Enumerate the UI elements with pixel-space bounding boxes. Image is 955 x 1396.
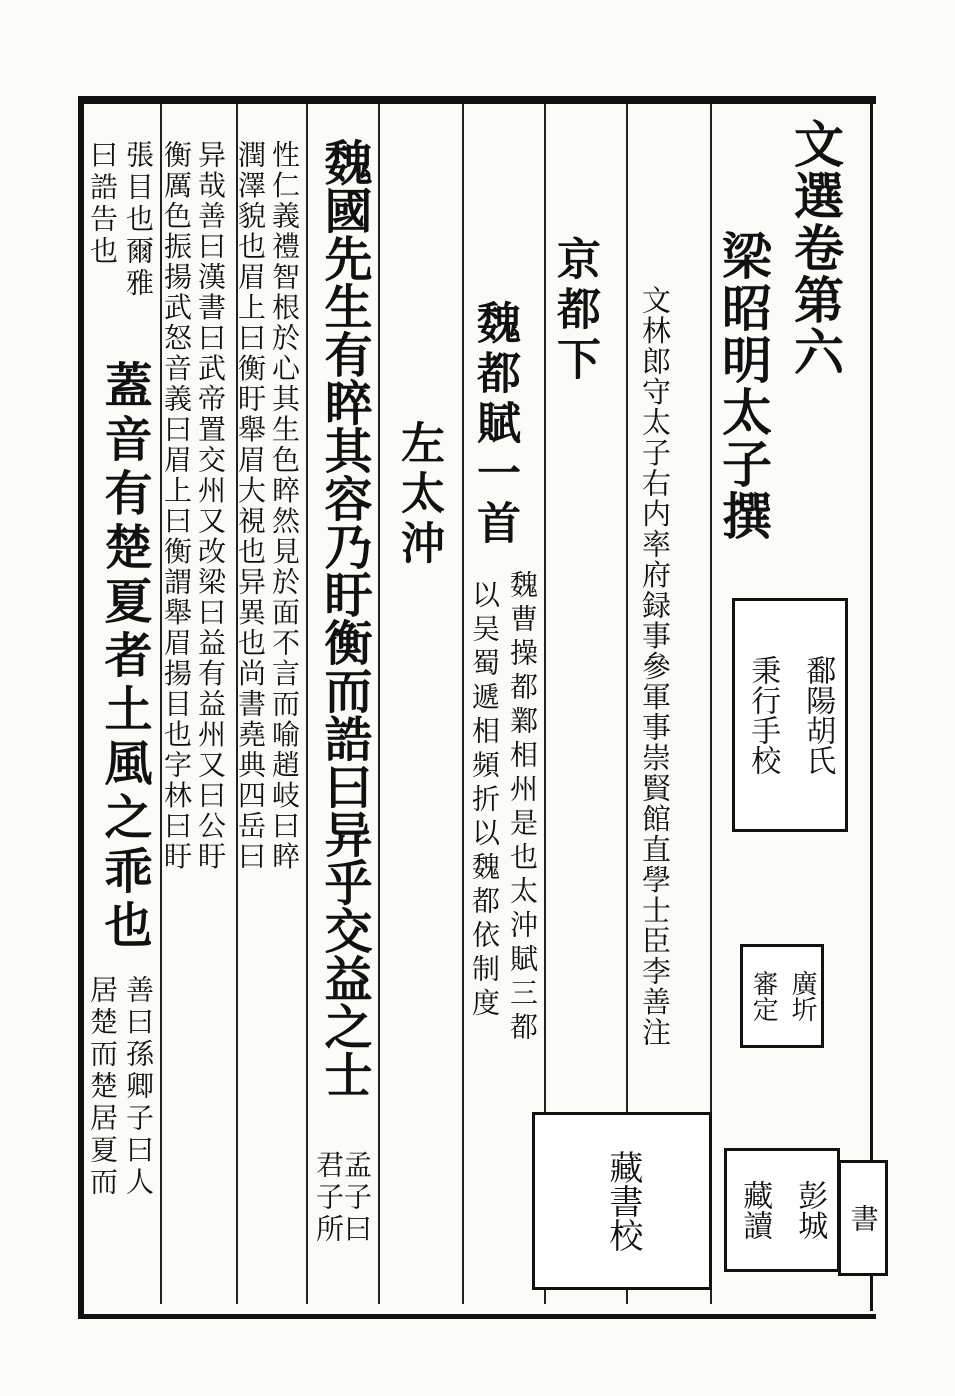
inline-note: 孟子曰: [340, 1150, 373, 1246]
main-text: 蓋音有楚夏者土風之乖也: [96, 360, 152, 954]
collector-seal: 彭城 藏讀: [724, 1148, 840, 1272]
column-rule: [306, 104, 308, 1304]
column-rule: [462, 104, 464, 1304]
page-frame-right: [870, 96, 873, 1311]
commentary: 居楚而楚居夏而: [86, 975, 119, 1199]
commentary: 潤澤貌也眉上曰衡盱舉眉大視也异異也尚書堯典四岳曰: [234, 140, 267, 872]
commentary: 衡厲色振揚武怒音義曰眉上曰衡謂舉眉揚目也字林曰盱: [160, 140, 193, 872]
piece-note: 以吴蜀遞相頻折以魏都依制度: [468, 580, 501, 1022]
piece-note: 魏曹操都鄴相州是也太沖賦三都: [506, 570, 539, 1046]
section-heading: 京都下: [549, 236, 600, 386]
commentary: 性仁義禮智根於心其生色睟然見於面不言而喻趙岐曰睟: [268, 140, 301, 872]
volume-title: 文選卷第六: [786, 118, 845, 378]
collector-seal: 書: [838, 1160, 888, 1276]
commentary: 善曰孫卿子曰人: [122, 975, 155, 1199]
main-text: 魏國先生有睟其容乃盱衡而誥曰异乎交益之士: [316, 138, 372, 1098]
commentary: 曰誥告也: [86, 140, 119, 268]
piece-title: 魏都賦一首: [469, 300, 520, 550]
collector-seal: 廣圻 審定: [740, 944, 824, 1048]
author-name: 左太沖: [393, 420, 444, 570]
commentary: 張目也爾雅: [122, 140, 155, 300]
annotator-line: 文林郎守太子右内率府録事參軍事崇賢館直學士臣李善注: [638, 285, 672, 1048]
commentary: 异哉善曰漢書曰武帝置交州又改梁曰益有益州又曰公盱: [194, 140, 227, 872]
inline-note: 君子所: [312, 1150, 345, 1246]
column-rule: [378, 104, 380, 1304]
compiler-line: 梁昭明太子撰: [714, 230, 773, 542]
collector-seal: 鄱陽胡氏 秉行手校: [732, 598, 848, 832]
collector-seal: 藏書 校: [532, 1112, 712, 1290]
